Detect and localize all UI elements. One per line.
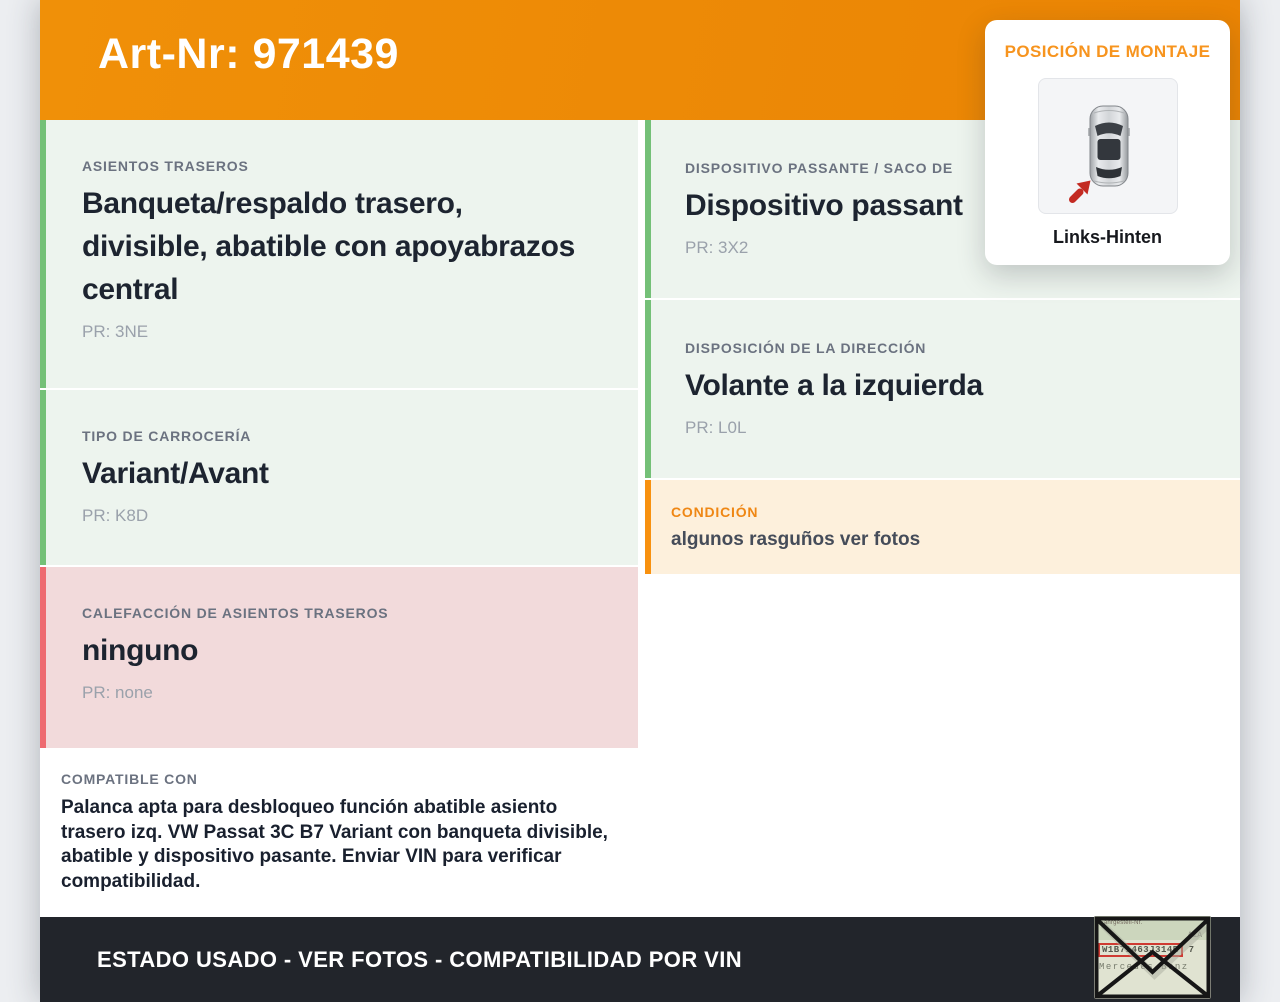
card-label: CONDICIÓN: [671, 504, 759, 520]
left-column: [40, 120, 638, 917]
card-title: ninguno: [82, 634, 199, 667]
card-asientos-traseros: [40, 120, 638, 388]
pr-code: PR: L0L: [685, 417, 747, 437]
mounting-position-value: Links-Hinten: [1052, 227, 1162, 247]
article-number-title: Art-Nr: 971439: [98, 30, 399, 78]
car-position-image: [1038, 78, 1178, 214]
envelope-outline-icon: [1094, 916, 1211, 999]
card-title: Dispositivo passant: [685, 189, 963, 222]
brand-text: Mercedes-Benz: [1099, 962, 1189, 972]
card-disposicion-direccion: [645, 300, 1240, 478]
vin-suffix: 7: [1188, 945, 1195, 955]
card-label: CALEFACCIÓN DE ASIENTOS TRASEROS: [82, 605, 389, 621]
fahrgestell-label: Fahrgestell-Nr.: [1100, 920, 1143, 926]
document-corner-text: AiA: [1187, 931, 1202, 940]
card-label: DISPOSITIVO PASSANTE / SACO DE: [685, 160, 954, 176]
card-label: DISPOSICIÓN DE LA DIRECCIÓN: [685, 340, 927, 356]
red-arrow-rear-left-icon: [1067, 179, 1092, 204]
mounting-position-card: [985, 20, 1230, 265]
card-label: TIPO DE CARROCERÍA: [82, 428, 252, 444]
card-title: Variant/Avant: [82, 457, 269, 490]
pr-code: PR: 3X2: [685, 237, 749, 257]
condition-value: algunos rasguños ver fotos: [671, 529, 921, 550]
footer-bar: [40, 917, 1240, 1002]
pr-code: PR: none: [82, 682, 153, 702]
card-compatible-con: [40, 750, 638, 917]
compatibility-text: Palanca apta para desbloqueo función abatible asiento trasero izq. VW Passat 3C B7 Variant con banqueta divisible, abatible y dispositivo pasante. Enviar VIN para verificar compatibilidad.: [61, 797, 608, 892]
pr-code: PR: 3NE: [82, 321, 149, 341]
vin-document-stamp: [1094, 916, 1211, 999]
pr-code: PR: K8D: [82, 505, 149, 525]
card-title: Volante a la izquierda: [685, 369, 983, 402]
vin-highlight-box: W1B71463J314R: [1098, 943, 1183, 957]
mounting-position-label: POSICIÓN DE MONTAJE: [1004, 42, 1211, 61]
card-condicion: [645, 480, 1240, 574]
card-calefaccion-asientos: [40, 567, 638, 748]
card-tipo-carroceria: [40, 390, 638, 565]
footer-notice: ESTADO USADO - VER FOTOS - COMPATIBILIDAD POR VIN: [97, 946, 742, 972]
card-title: Banqueta/respaldo trasero, divisible, abatible con apoyabrazos central: [82, 187, 575, 306]
car-top-view-icon: [1088, 105, 1130, 187]
card-label: ASIENTOS TRASEROS: [82, 158, 249, 174]
card-label: COMPATIBLE CON: [61, 771, 198, 787]
